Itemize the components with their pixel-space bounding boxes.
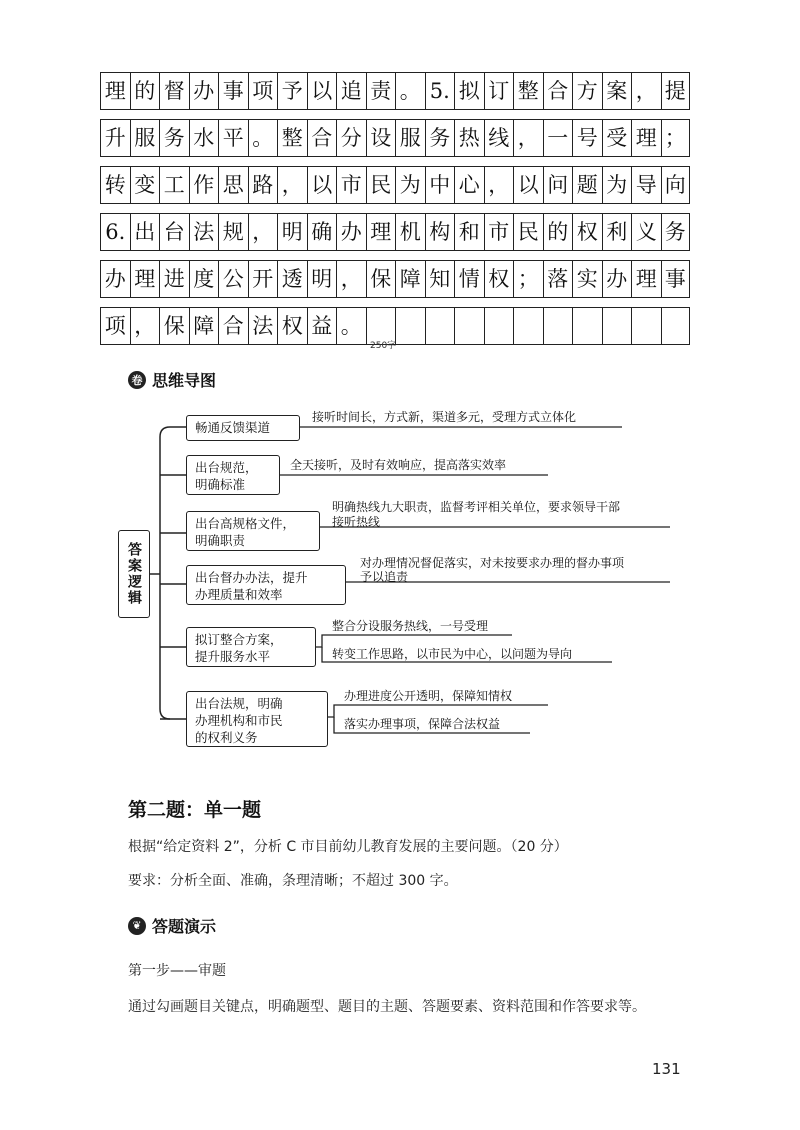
grid-cell: 民 xyxy=(513,213,543,251)
grid-cell: 办 xyxy=(336,213,366,251)
grid-cell: 线 xyxy=(484,119,514,157)
grid-cell: 合 xyxy=(307,119,337,157)
grid-cell: 透 xyxy=(277,260,307,298)
grid-cell: 理 xyxy=(631,260,661,298)
branch-note-2-1: 全天接听，及时有效响应，提高落实效率 xyxy=(290,458,507,472)
branch-box-6 xyxy=(186,691,328,747)
branch-box-3-line-1: 出台高规格文件， xyxy=(195,516,296,531)
branch-note-1-1: 接听时间长，方式新，渠道多元，受理方式立体化 xyxy=(312,410,577,424)
grid-cell: 机 xyxy=(395,213,425,251)
grid-cell: 办 xyxy=(602,260,632,298)
grid-cell: 务 xyxy=(159,119,189,157)
grid-cell: 度 xyxy=(189,260,219,298)
grid-cell: 权 xyxy=(277,307,307,345)
grid-cell: 变 xyxy=(130,166,160,204)
mind-map-root: 答案逻辑 xyxy=(118,530,150,618)
branch-box-1-line-1: 畅通反馈渠道 xyxy=(195,420,271,435)
grid-cell: ， xyxy=(336,260,366,298)
grid-row xyxy=(100,72,690,110)
grid-cell: 合 xyxy=(218,307,248,345)
branch-box-1 xyxy=(186,415,300,441)
grid-cell: 责 xyxy=(366,72,396,110)
grid-cell: 公 xyxy=(218,260,248,298)
branch-note-4-1: 对办理情况督促落实，对未按要求办理的督办事项 xyxy=(360,556,625,570)
grid-cell: 保 xyxy=(366,260,396,298)
grid-cell xyxy=(543,307,573,345)
branch-box-2 xyxy=(186,455,280,495)
question-prompt: 根据“给定资料 2”，分析 C 市目前幼儿教育发展的主要问题。（20 分） xyxy=(128,839,568,855)
branch-box-2-line-1: 出台规范， xyxy=(195,460,258,475)
grid-cell: 办 xyxy=(100,260,130,298)
branch-box-3 xyxy=(186,511,320,551)
mindmap-heading xyxy=(128,368,216,391)
grid-cell: 平 xyxy=(218,119,248,157)
grid-cell: 。 xyxy=(395,72,425,110)
grid-cell: 情 xyxy=(454,260,484,298)
grid-cell: 心 xyxy=(454,166,484,204)
grid-cell: 拟 xyxy=(454,72,484,110)
question-title: 第二题：单一题 xyxy=(128,799,262,821)
branch-box-2-line-2: 明确标准 xyxy=(195,477,246,492)
grid-cell: 提 xyxy=(661,72,691,110)
grid-cell: 理 xyxy=(631,119,661,157)
grid-cell: 确 xyxy=(307,213,337,251)
grid-cell: 方 xyxy=(572,72,602,110)
branch-box-5-line-1: 拟订整合方案， xyxy=(195,632,283,647)
grid-cell: 的 xyxy=(130,72,160,110)
grid-cell: 题 xyxy=(572,166,602,204)
grid-cell: 理 xyxy=(130,260,160,298)
grid-cell: 中 xyxy=(425,166,455,204)
grid-cell xyxy=(395,307,425,345)
grid-cell: ， xyxy=(130,307,160,345)
grid-cell: 办 xyxy=(189,72,219,110)
grid-row xyxy=(100,213,690,251)
grid-cell: 分 xyxy=(336,119,366,157)
grid-cell: 台 xyxy=(159,213,189,251)
grid-cell xyxy=(425,307,455,345)
grid-cell xyxy=(602,307,632,345)
grid-cell: 水 xyxy=(189,119,219,157)
grid-cell: 理 xyxy=(100,72,130,110)
mindmap-badge-icon: 卷 xyxy=(128,371,146,389)
grid-cell: 落 xyxy=(543,260,573,298)
grid-cell: 号 xyxy=(572,119,602,157)
grid-cell xyxy=(454,307,484,345)
grid-cell: 知 xyxy=(425,260,455,298)
grid-cell: 事 xyxy=(218,72,248,110)
grid-cell: 的 xyxy=(543,213,573,251)
grid-cell: 转 xyxy=(100,166,130,204)
branch-box-4 xyxy=(186,565,346,605)
grid-cell: 明 xyxy=(277,213,307,251)
grid-cell: 5. xyxy=(425,72,455,110)
grid-cell: 热 xyxy=(454,119,484,157)
grid-cell: 导 xyxy=(631,166,661,204)
branch-note-5-1: 整合分设服务热线，一号受理 xyxy=(332,619,489,633)
grid-cell: 。 xyxy=(248,119,278,157)
grid-cell: 工 xyxy=(159,166,189,204)
branch-box-3-line-2: 明确职责 xyxy=(195,533,246,548)
grid-cell: 理 xyxy=(366,213,396,251)
grid-cell: 实 xyxy=(572,260,602,298)
grid-cell: 务 xyxy=(425,119,455,157)
grid-cell: 市 xyxy=(336,166,366,204)
grid-cell: 益 xyxy=(307,307,337,345)
grid-row xyxy=(100,119,690,157)
branch-box-4-line-2: 办理质量和效率 xyxy=(195,587,283,602)
branch-box-6-line-2: 办理机构和市民 xyxy=(195,713,283,728)
question-requirement: 要求：分析全面、准确，条理清晰；不超过 300 字。 xyxy=(128,873,458,889)
branch-note-6-1: 办理进度公开透明，保障知情权 xyxy=(344,689,513,703)
grid-cell: 向 xyxy=(661,166,691,204)
word-count: 250字 xyxy=(370,341,397,351)
grid-cell: 以 xyxy=(307,72,337,110)
grid-cell: 明 xyxy=(307,260,337,298)
grid-cell: 案 xyxy=(602,72,632,110)
grid-cell: 和 xyxy=(454,213,484,251)
grid-cell: 受 xyxy=(602,119,632,157)
branch-note-6-2: 落实办理事项，保障合法权益 xyxy=(344,717,501,731)
grid-cell: 追 xyxy=(336,72,366,110)
grid-cell: 合 xyxy=(543,72,573,110)
page-number: 131 xyxy=(652,1060,681,1078)
branch-box-5 xyxy=(186,627,316,667)
grid-cell: 督 xyxy=(159,72,189,110)
grid-cell: ； xyxy=(513,260,543,298)
grid-cell: 升 xyxy=(100,119,130,157)
demo-title: 答题演示 xyxy=(152,917,217,936)
grid-cell: 以 xyxy=(513,166,543,204)
grid-cell: 权 xyxy=(484,260,514,298)
branch-note-4-2: 予以追责 xyxy=(360,570,409,584)
grid-cell: 路 xyxy=(248,166,278,204)
grid-cell: 为 xyxy=(395,166,425,204)
demo-step: 第一步——审题 xyxy=(128,963,226,979)
grid-cell: 项 xyxy=(100,307,130,345)
grid-cell: ， xyxy=(248,213,278,251)
grid-cell: ， xyxy=(513,119,543,157)
leaf-icon: ❦ xyxy=(128,917,146,935)
branch-note-3-2: 接听热线 xyxy=(332,515,381,529)
grid-cell: 法 xyxy=(248,307,278,345)
branch-box-6-line-1: 出台法规，明确 xyxy=(195,696,283,711)
grid-cell: 规 xyxy=(218,213,248,251)
grid-cell: 市 xyxy=(484,213,514,251)
branch-box-5-line-2: 提升服务水平 xyxy=(195,649,271,664)
grid-cell: ， xyxy=(484,166,514,204)
grid-cell xyxy=(513,307,543,345)
grid-cell: 出 xyxy=(130,213,160,251)
branch-note-3-1: 明确热线九大职责，监督考评相关单位，要求领导干部 xyxy=(332,500,621,514)
grid-cell: 整 xyxy=(513,72,543,110)
grid-cell: 法 xyxy=(189,213,219,251)
branch-box-4-line-1: 出台督办办法，提升 xyxy=(195,570,308,585)
grid-row xyxy=(100,260,690,298)
grid-cell: 事 xyxy=(661,260,691,298)
grid-cell: 项 xyxy=(248,72,278,110)
grid-cell: 思 xyxy=(218,166,248,204)
grid-cell: 权 xyxy=(572,213,602,251)
grid-cell: 予 xyxy=(277,72,307,110)
demo-heading xyxy=(128,914,216,937)
grid-cell xyxy=(631,307,661,345)
grid-cell: 订 xyxy=(484,72,514,110)
grid-cell: 服 xyxy=(395,119,425,157)
mind-map xyxy=(0,395,800,755)
grid-cell: ， xyxy=(277,166,307,204)
grid-cell: 为 xyxy=(602,166,632,204)
grid-cell: 构 xyxy=(425,213,455,251)
branch-box-6-line-3: 的权利义务 xyxy=(195,730,258,745)
grid-cell: 6. xyxy=(100,213,130,251)
grid-row xyxy=(100,166,690,204)
grid-cell: 开 xyxy=(248,260,278,298)
grid-cell: 障 xyxy=(189,307,219,345)
grid-cell: 作 xyxy=(189,166,219,204)
grid-cell: 进 xyxy=(159,260,189,298)
grid-cell: 障 xyxy=(395,260,425,298)
grid-cell: 一 xyxy=(543,119,573,157)
grid-cell: 利 xyxy=(602,213,632,251)
grid-cell: 义 xyxy=(631,213,661,251)
grid-cell: 整 xyxy=(277,119,307,157)
grid-cell: 保 xyxy=(159,307,189,345)
grid-cell: 民 xyxy=(366,166,396,204)
grid-cell: ， xyxy=(631,72,661,110)
grid-cell: 设 xyxy=(366,119,396,157)
mindmap-title: 思维导图 xyxy=(152,371,217,390)
grid-cell: 问 xyxy=(543,166,573,204)
grid-cell: 以 xyxy=(307,166,337,204)
grid-cell: ； xyxy=(661,119,691,157)
grid-cell: 服 xyxy=(130,119,160,157)
grid-cell xyxy=(484,307,514,345)
branch-note-5-2: 转变工作思路，以市民为中心，以问题为导向 xyxy=(332,647,573,661)
grid-cell xyxy=(661,307,691,345)
grid-cell: 。 xyxy=(336,307,366,345)
demo-text: 通过勾画题目关键点，明确题型、题目的主题、答题要素、资料范围和作答要求等。 xyxy=(128,999,646,1015)
grid-cell xyxy=(572,307,602,345)
grid-cell: 务 xyxy=(661,213,691,251)
